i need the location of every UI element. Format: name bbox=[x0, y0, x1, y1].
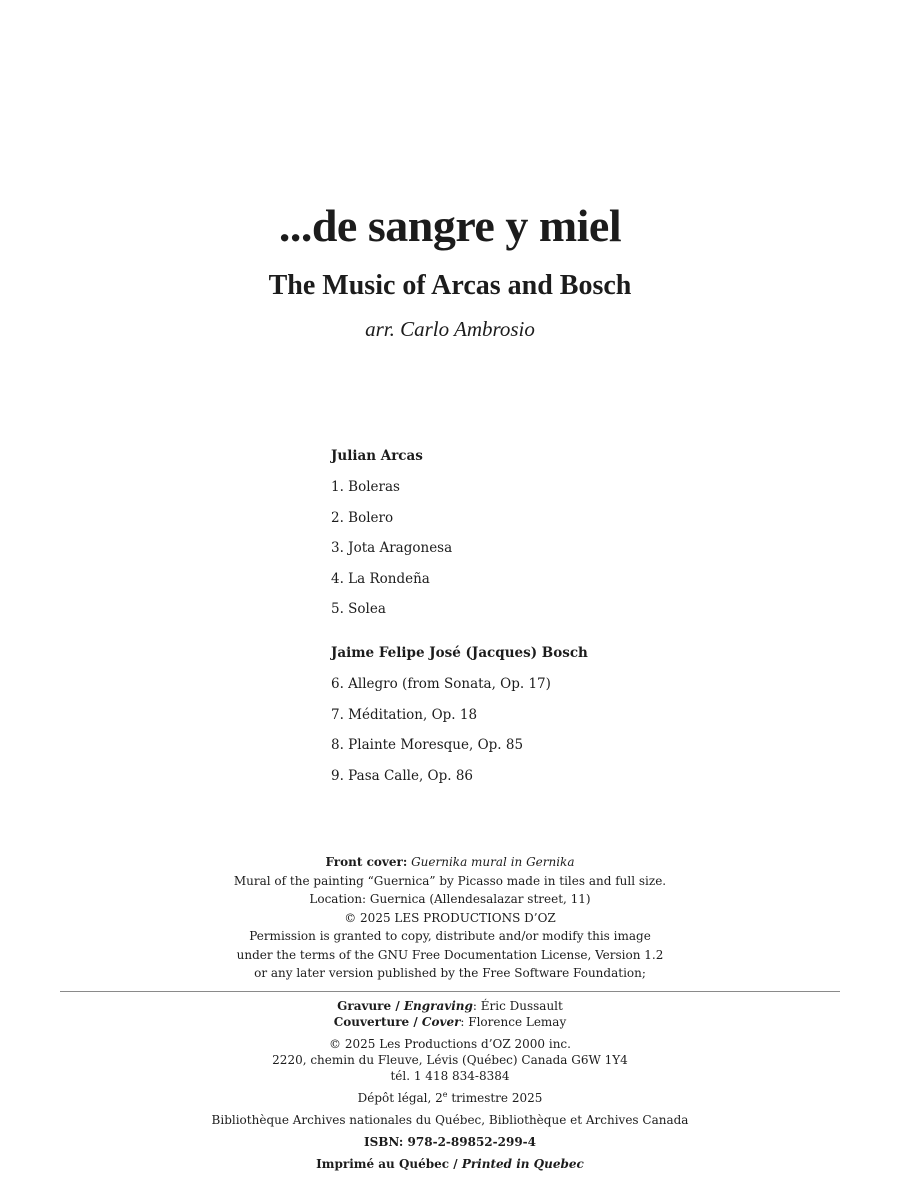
table-of-contents bbox=[331, 445, 588, 795]
page-title: ...de sangre y miel bbox=[278, 200, 622, 251]
cover-designer-name: : Florence Lemay bbox=[460, 1015, 567, 1029]
address-line: 2220, chemin du Fleuve, Lévis (Québec) Canada G6W 1Y4 bbox=[272, 1053, 628, 1067]
cover-credits bbox=[0, 853, 900, 983]
engraving-name: : Éric Dussault bbox=[472, 999, 563, 1013]
engraving-label-fr: Gravure / bbox=[337, 999, 404, 1013]
cover-credit-line: © 2025 LES PRODUCTIONS D’OZ bbox=[344, 910, 556, 925]
list-item: 2. Bolero bbox=[331, 509, 394, 526]
cover-label-fr: Couverture / bbox=[333, 1015, 422, 1029]
composer-heading: Jaime Felipe José (Jacques) Bosch bbox=[331, 645, 588, 661]
printed-label-fr: Imprimé au Québec / bbox=[316, 1157, 462, 1171]
libraries-line: Bibliothèque Archives nationales du Québec, Bibliothèque et Archives Canada bbox=[211, 1113, 689, 1127]
engraving-label-en: Engraving bbox=[403, 999, 473, 1013]
cover-credit-title: Guernika mural in Gernika bbox=[411, 855, 575, 869]
contents-group-arcas bbox=[331, 445, 588, 620]
list-item: 4. La Rondeña bbox=[331, 570, 430, 587]
legal-deposit-line bbox=[0, 1090, 900, 1106]
cover-credit-line: or any later version published by the Free Software Foundation; bbox=[254, 966, 646, 980]
printed-label-en: Printed in Quebec bbox=[461, 1157, 584, 1171]
contents-group-bosch bbox=[331, 642, 588, 787]
page-subtitle: The Music of Arcas and Bosch bbox=[268, 270, 632, 301]
list-item: 8. Plainte Moresque, Op. 85 bbox=[331, 737, 524, 753]
list-item: 5. Solea bbox=[331, 601, 386, 617]
arranger-credit: arr. Carlo Ambrosio bbox=[365, 317, 535, 341]
cover-credit-line: Location: Guernica (Allendesalazar street, 11) bbox=[309, 892, 591, 906]
cover-credit-label: Front cover: bbox=[325, 855, 408, 869]
list-item: 9. Pasa Calle, Op. 86 bbox=[331, 767, 474, 784]
cover-label-en: Cover bbox=[421, 1015, 461, 1029]
engraving-credit bbox=[0, 998, 900, 1014]
list-item: 1. Boleras bbox=[331, 479, 400, 495]
cover-credit-line: Mural of the painting “Guernica” by Picasso made in tiles and full size. bbox=[233, 873, 667, 888]
list-item: 6. Allegro (from Sonata, Op. 17) bbox=[331, 676, 551, 692]
legal-deposit-suffix: trimestre 2025 bbox=[447, 1091, 543, 1105]
publication-footer bbox=[0, 998, 900, 1172]
publisher-line: © 2025 Les Productions d’OZ 2000 inc. bbox=[329, 1037, 571, 1051]
list-item: 3. Jota Aragonesa bbox=[331, 540, 453, 556]
cover-design-credit bbox=[0, 1014, 900, 1030]
isbn-line: ISBN: 978-2-89852-299-4 bbox=[363, 1135, 537, 1149]
divider bbox=[60, 991, 840, 992]
composer-heading: Julian Arcas bbox=[331, 448, 423, 464]
cover-credit-title-line bbox=[0, 853, 900, 872]
printed-line bbox=[0, 1156, 900, 1172]
phone-line: tél. 1 418 834-8384 bbox=[390, 1069, 510, 1083]
cover-credit-line: under the terms of the GNU Free Documentation License, Version 1.2 bbox=[236, 947, 664, 962]
legal-deposit-sup: e bbox=[442, 1090, 448, 1099]
cover-credit-line: Permission is granted to copy, distribute and/or modify this image bbox=[249, 929, 651, 943]
list-item: 7. Méditation, Op. 18 bbox=[331, 706, 478, 723]
legal-deposit-prefix: Dépôt légal, 2 bbox=[357, 1091, 443, 1105]
